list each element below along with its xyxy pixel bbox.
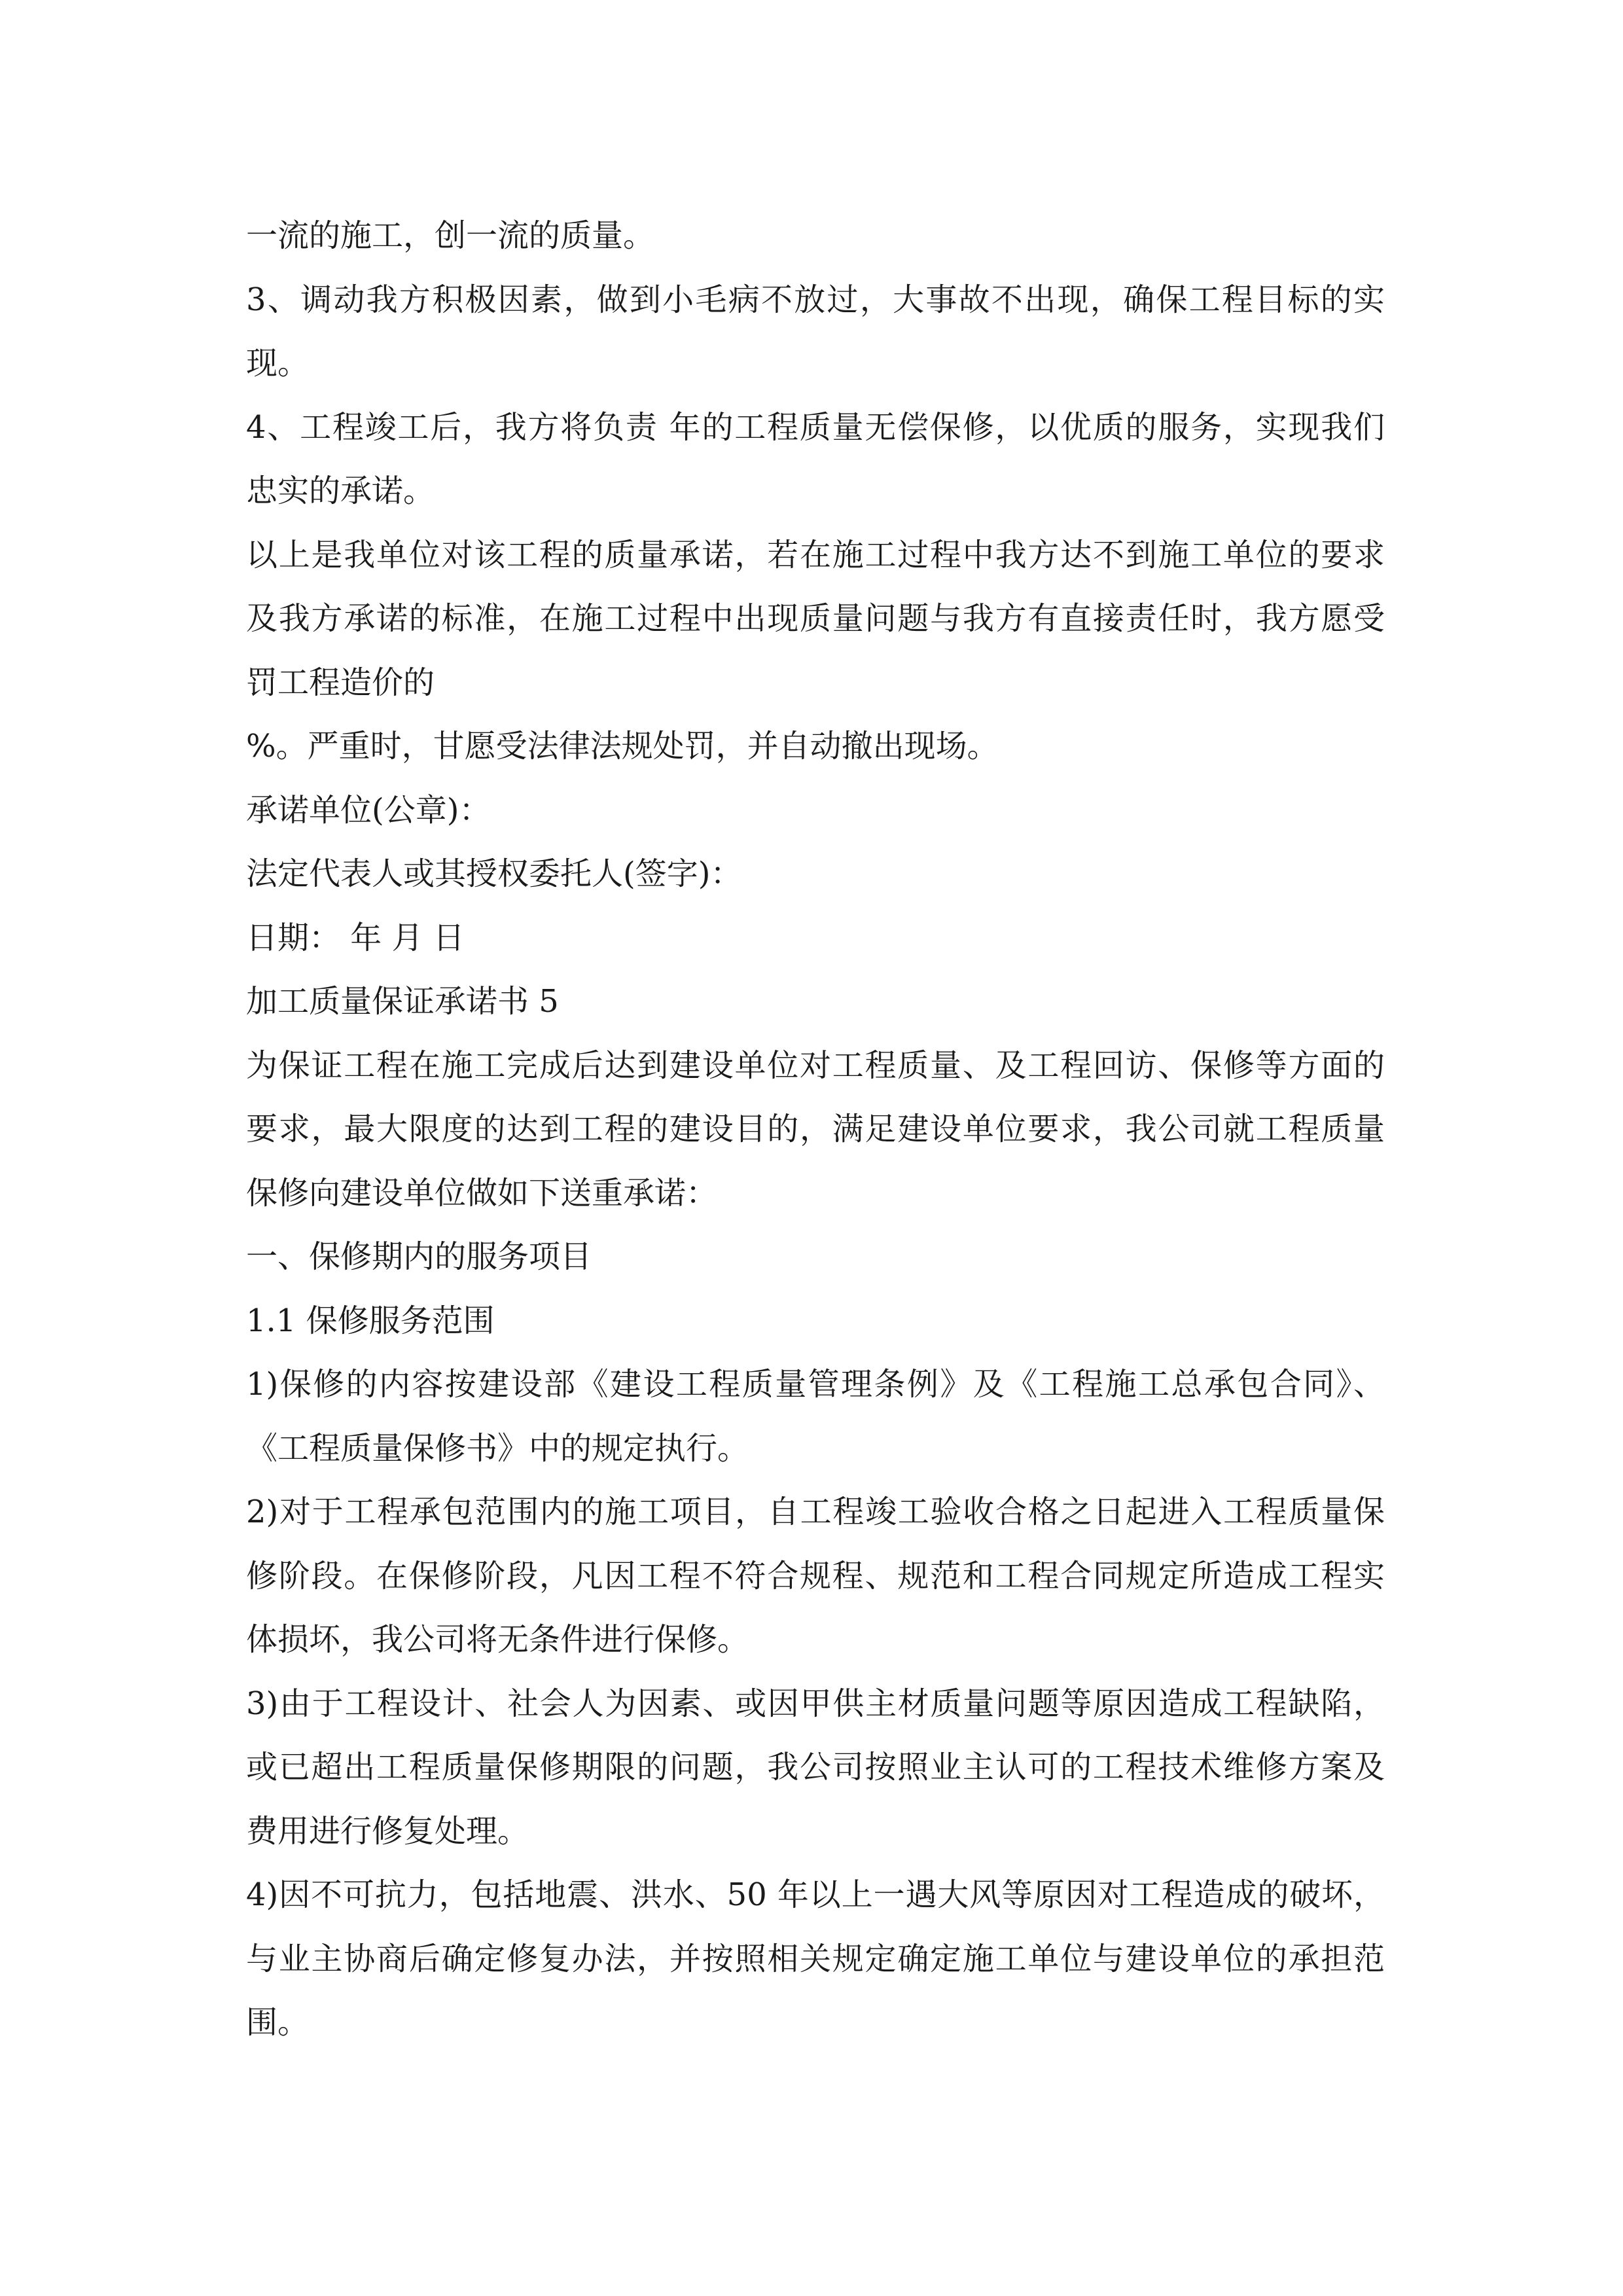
text-line: 或已超出工程质量保修期限的问题，我公司按照业主认可的工程技术维修方案及 <box>246 1749 1385 1785</box>
text-line: 法定代表人或其授权委托人(签字)： <box>246 855 742 892</box>
text-line: 现。 <box>246 345 310 382</box>
text-line: 要求，最大限度的达到工程的建设目的，满足建设单位要求，我公司就工程质量 <box>246 1111 1385 1147</box>
date-line: 日期： 年 月 日 <box>246 919 465 956</box>
text-line: 围。 <box>246 2004 310 2041</box>
text-line: 修阶段。在保修阶段，凡因工程不符合规程、规范和工程合同规定所造成工程实 <box>246 1557 1385 1594</box>
text-line: 3)由于工程设计、社会人为因素、或因甲供主材质量问题等原因造成工程缺陷， <box>246 1685 1385 1722</box>
text-line: 保修向建设单位做如下送重承诺： <box>246 1174 718 1211</box>
text-line: 《工程质量保修书》中的规定执行。 <box>246 1429 749 1467</box>
text-line: 1)保修的内容按建设部《建设工程质量管理条例》及《工程施工总承包合同》、 <box>246 1366 1385 1403</box>
text-line: 与业主协商后确定修复办法，并按照相关规定确定施工单位与建设单位的承担范 <box>246 1940 1385 1977</box>
text-line: %。严重时，甘愿受法律法规处罚，并自动撤出现场。 <box>246 728 999 764</box>
text-line: 以上是我单位对该工程的质量承诺，若在施工过程中我方达不到施工单位的要求 <box>246 536 1385 573</box>
text-line: 及我方承诺的标准，在施工过程中出现质量问题与我方有直接责任时，我方愿受 <box>246 600 1385 637</box>
text-line: 为保证工程在施工完成后达到建设单位对工程质量、及工程回访、保修等方面的 <box>246 1047 1385 1084</box>
text-line: 2)对于工程承包范围内的施工项目，自工程竣工验收合格之日起进入工程质量保 <box>246 1494 1385 1530</box>
text-line: 一流的施工，创一流的质量。 <box>246 217 655 254</box>
document-body <box>246 204 1385 2055</box>
text-line: 承诺单位(公章)： <box>246 791 491 829</box>
text-line: 4、工程竣工后，我方将负责 年的工程质量无偿保修，以优质的服务，实现我们 <box>246 408 1385 446</box>
section-heading: 加工质量保证承诺书 5 <box>246 983 559 1020</box>
text-line: 忠实的承诺。 <box>246 473 435 509</box>
text-line: 3、调动我方积极因素，做到小毛病不放过，大事故不出现，确保工程目标的实 <box>246 281 1385 318</box>
subsection-heading: 一、保修期内的服务项目 <box>246 1238 592 1275</box>
subsection-heading: 1.1 保修服务范围 <box>246 1302 495 1339</box>
text-line: 体损坏，我公司将无条件进行保修。 <box>246 1621 749 1658</box>
text-line: 4)因不可抗力，包括地震、洪水、50 年以上一遇大风等原因对工程造成的破坏， <box>246 1876 1385 1913</box>
text-line: 费用进行修复处理。 <box>246 1812 529 1850</box>
text-line: 罚工程造价的 <box>246 664 435 701</box>
